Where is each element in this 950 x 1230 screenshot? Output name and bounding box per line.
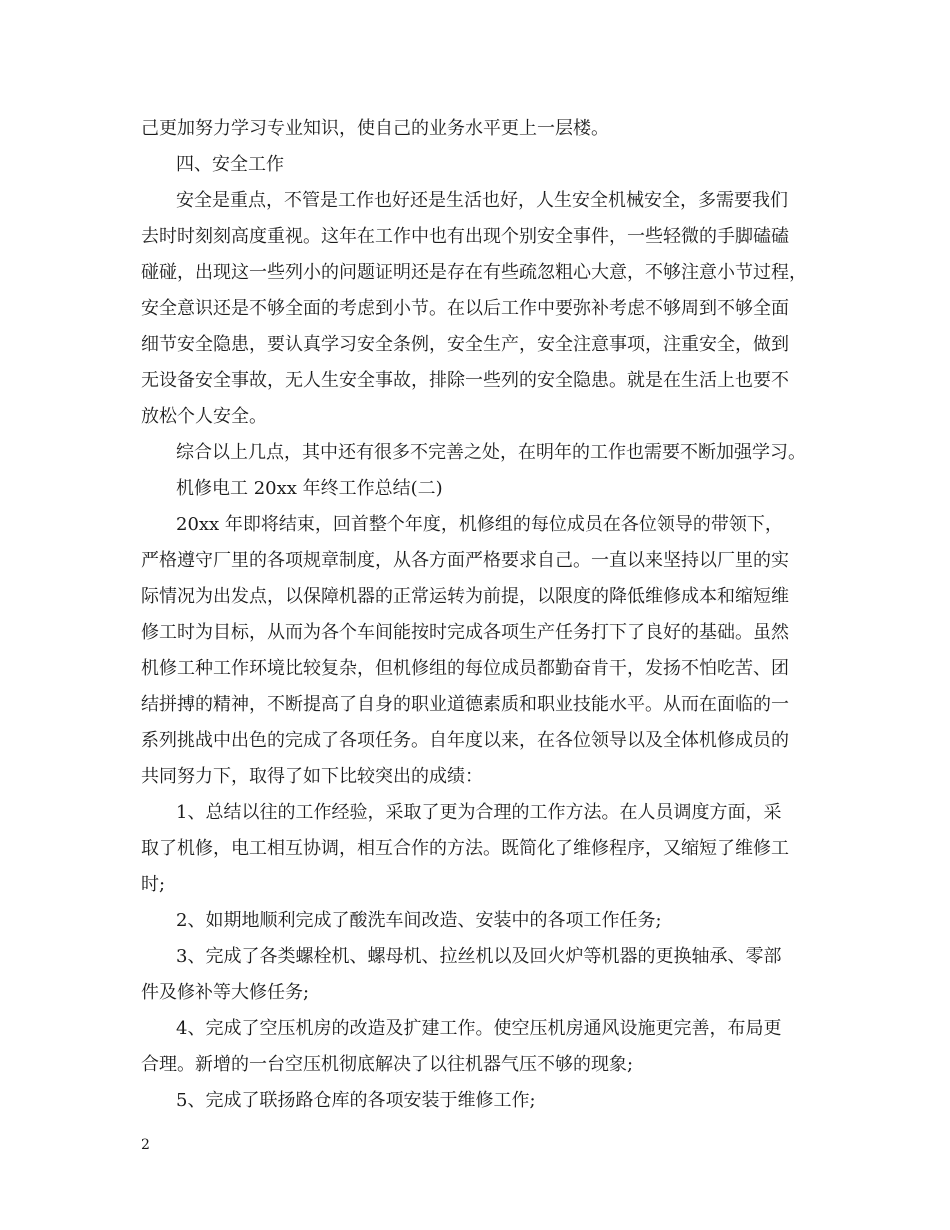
text-line: 结拼搏的精神，不断提高了自身的职业道德素质和职业技能水平。从而在面临的一	[141, 694, 789, 715]
text-line: 取了机修，电工相互协调，相互合作的方法。既简化了维修程序，又缩短了维修工	[141, 838, 789, 859]
text-line: 修工时为目标，从而为各个车间能按时完成各项生产任务打下了良好的基础。虽然	[141, 622, 789, 643]
list-item: 5、完成了联扬路仓库的各项安装于维修工作;	[176, 1090, 536, 1111]
text-line: 际情况为出发点，以保障机器的正常运转为前提，以限度的降低维修成本和缩短维	[141, 586, 789, 607]
section-heading: 机修电工 20xx 年终工作总结(二)	[176, 478, 443, 499]
list-item: 1、总结以往的工作经验，采取了更为合理的工作方法。在人员调度方面，采	[176, 802, 782, 823]
text-line: 安全是重点，不管是工作也好还是生活也好，人生安全机械安全，多需要我们	[176, 190, 788, 211]
text-line: 20xx 年即将结束，回首整个年度，机修组的每位成员在各位领导的带领下，	[176, 514, 783, 535]
text-line: 无设备安全事故，无人生安全事故，排除一些列的安全隐患。就是在生活上也要不	[141, 370, 789, 391]
page-number: 2	[141, 1137, 150, 1153]
text-line: 系列挑战中出色的完成了各项任务。自年度以来，在各位领导以及全体机修成员的	[141, 730, 789, 751]
text-line: 综合以上几点，其中还有很多不完善之处，在明年的工作也需要不断加强学习。	[176, 442, 806, 463]
text-line: 安全意识还是不够全面的考虑到小节。在以后工作中要弥补考虑不够周到不够全面	[141, 298, 789, 319]
text-line: 放松个人安全。	[141, 406, 267, 427]
text-line: 合理。新增的一台空压机彻底解决了以往机器气压不够的现象;	[141, 1054, 634, 1075]
text-line: 去时时刻刻高度重视。这年在工作中也有出现个别安全事件，一些轻微的手脚磕磕	[141, 226, 789, 247]
text-line: 己更加努力学习专业知识，使自己的业务水平更上一层楼。	[141, 118, 609, 139]
text-line: 严格遵守厂里的各项规章制度，从各方面严格要求自己。一直以来坚持以厂里的实	[141, 550, 789, 571]
list-item: 2、如期地顺利完成了酸洗车间改造、安装中的各项工作任务;	[176, 910, 662, 931]
text-line: 件及修补等大修任务;	[141, 982, 310, 1003]
list-item: 4、完成了空压机房的改造及扩建工作。使空压机房通风设施更完善，布局更	[176, 1018, 782, 1039]
text-line: 共同努力下，取得了如下比较突出的成绩：	[141, 766, 483, 787]
text-line: 机修工种工作环境比较复杂，但机修组的每位成员都勤奋肯干，发扬不怕吃苦、团	[141, 658, 789, 679]
list-item: 3、完成了各类螺栓机、螺母机、拉丝机以及回火炉等机器的更换轴承、零部	[176, 946, 782, 967]
text-line: 时;	[141, 874, 166, 895]
section-heading: 四、安全工作	[176, 154, 284, 175]
text-line: 细节安全隐患，要认真学习安全条例，安全生产，安全注意事项，注重安全，做到	[141, 334, 789, 355]
text-line: 碰碰，出现这一些列小的问题证明还是存在有些疏忽粗心大意，不够注意小节过程，	[141, 262, 807, 283]
